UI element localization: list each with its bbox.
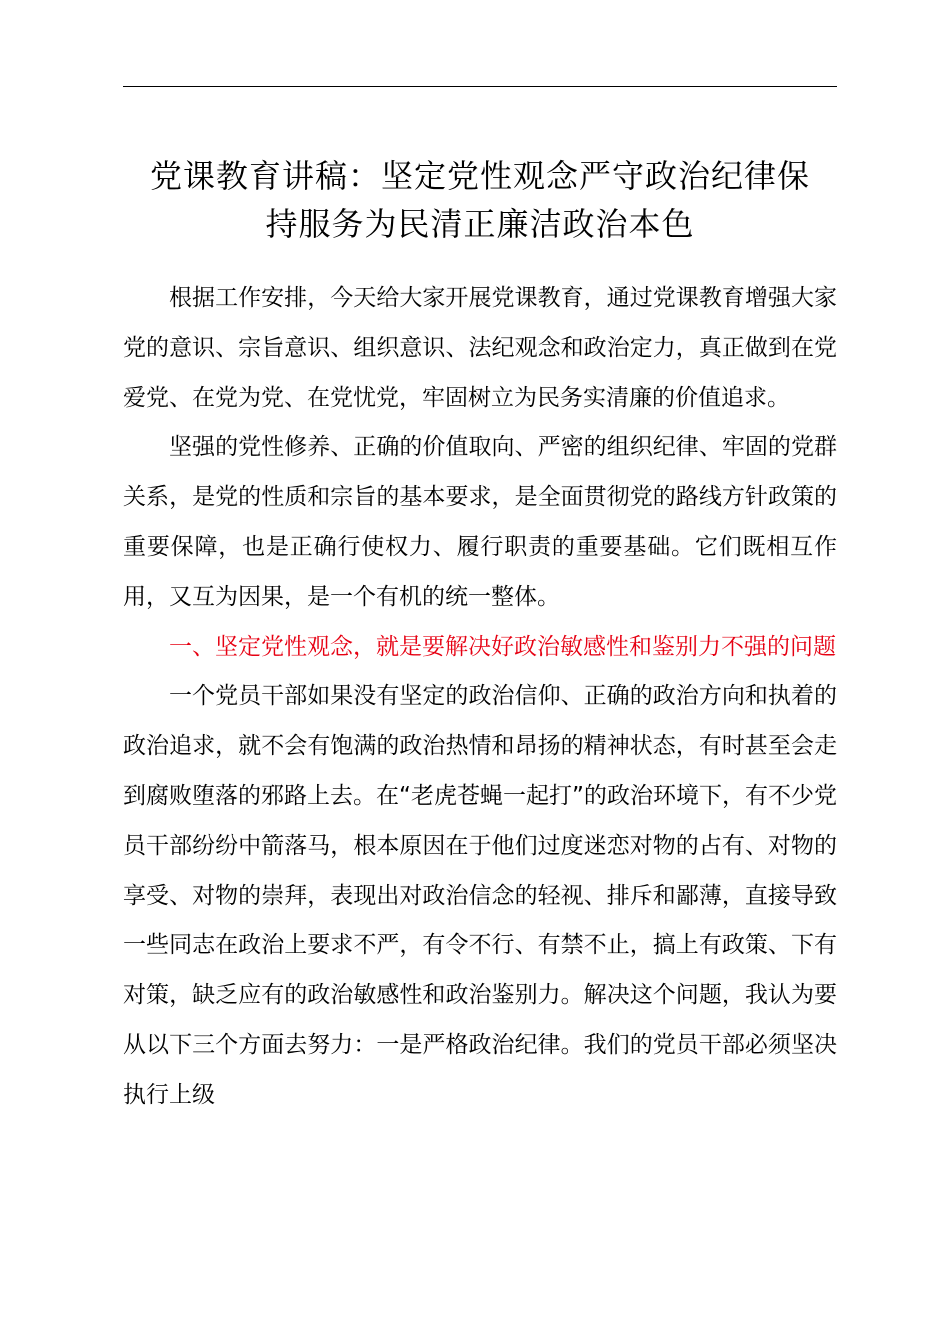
- document-body: [123, 274, 837, 1121]
- paragraph-intro: 根据工作安排，今天给大家开展党课教育，通过党课教育增强大家党的意识、宗旨意识、组织意识、法纪观念和政治定力，真正做到在党爱党、在党为党、在党忧党，牢固树立为民务实清廉的价值追求。: [123, 285, 837, 411]
- section-heading-1: 一、坚定党性观念，就是要解决好政治敏感性和鉴别力不强的问题: [169, 633, 836, 660]
- paragraph-principles: 坚强的党性修养、正确的价值取向、严密的组织纪律、牢固的党群关系，是党的性质和宗旨的基本要求，是全面贯彻党的路线方针政策的重要保障，也是正确行使权力、履行职责的重要基础。它们既相互作用，又互为因果，是一个有机的统一整体。: [123, 434, 837, 610]
- title-line-1: 党课教育讲稿：坚定党性观念严守政治纪律保: [149, 157, 810, 195]
- document-title: [110, 152, 850, 248]
- header-rule: [123, 86, 837, 87]
- paragraph-section-1: 一个党员干部如果没有坚定的政治信仰、正确的政治方向和执着的政治追求，就不会有饱满的政治热情和昂扬的精神状态，有时甚至会走到腐败堕落的邪路上去。在“老虎苍蝇一起打”的政治环境下，有不少党员干部纷纷中箭落马，根本原因在于他们过度迷恋对物的占有、对物的享受、对物的崇拜，表现出对政治信念的轻视、排斥和鄙薄，直接导致一些同志在政治上要求不严，有令不行、有禁不止，搞上有政策、下有对策，缺乏应有的政治敏感性和政治鉴别力。解决这个问题，我认为要从以下三个方面去努力：一是严格政治纪律。我们的党员干部必须坚决执行上级: [123, 683, 837, 1108]
- title-line-2: 持服务为民清正廉洁政治本色: [265, 205, 695, 243]
